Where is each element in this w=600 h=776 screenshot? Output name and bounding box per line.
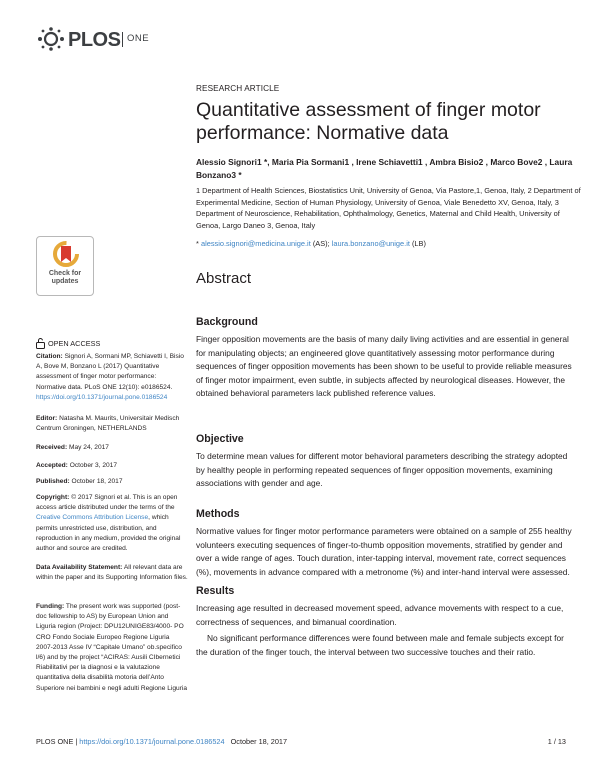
abstract-heading: Abstract — [196, 270, 252, 287]
check-updates-text: Check for updates — [48, 270, 82, 285]
funding-text: The present work was supported (post-doc fellowship to AS) by European Union and Liguria region (Project: DPU12UNIGE83/4000- PO CRO Fondo Sociale Europeo Regione Liguria 2007-2013 Asse IV “Capitale Umano” ob.specifico l/6) and by the project “ACIRAS: Ausili CIbernetici Riabilitativi per la diagnosi e la valutazione quantitativa della disabilità motoria dell’Anto Superiore nei bambini e negli adulti Regione Liguria — [36, 603, 188, 692]
copyright-text-end: , which permits unrestricted use, distribution, and reproduction in any medium, provided the original author and source are credited. — [36, 514, 181, 553]
author-list: Alessio Signori1 *, Maria Pia Sormani1 , Irene Schiavetti1 , Ambra Bisio2 , Marco Bove2 , Laura Bonzano3 * — [196, 157, 573, 180]
received-date: May 24, 2017 — [69, 444, 109, 451]
bookmark-ring-icon — [53, 241, 79, 269]
methods-heading: Methods — [196, 508, 240, 520]
page-footer — [36, 737, 566, 746]
received-label: Received: — [36, 444, 68, 451]
footer-journal: PLOS ONE — [36, 737, 74, 746]
citation-text: Signori A, Sormani MP, Schiavetti I, Bisio A, Bove M, Bonzano L (2017) Quantitative assessment of finger motor performance: Normative data. PLoS ONE 12(10): e0186524. — [36, 353, 184, 391]
editor-label: Editor: — [36, 415, 58, 422]
citation-label: Citation: — [36, 353, 63, 360]
citation-block — [36, 352, 188, 403]
copyright-label: Copyright: — [36, 494, 70, 501]
accepted-label: Accepted: — [36, 462, 68, 469]
open-access — [36, 338, 100, 349]
logo-divider — [122, 32, 123, 47]
footer-separator: | — [75, 737, 78, 746]
funding-block — [36, 602, 188, 694]
footer-doi-link[interactable]: https://doi.org/10.1371/journal.pone.0186524 — [79, 737, 225, 746]
plos-one-logo — [36, 26, 150, 52]
accepted-block — [36, 461, 188, 471]
article-title: Quantitative assessment of finger motor performance: Normative data — [196, 99, 541, 144]
copyright-text: © 2017 Signori et al. This is an open access article distributed under the terms of the — [36, 494, 178, 512]
accepted-date: October 3, 2017 — [69, 462, 118, 469]
corresponding-authors — [196, 239, 586, 248]
data-availability-text: All relevant data are within the paper and its Supporting Information files. — [36, 564, 188, 582]
corr-email-1[interactable]: alessio.signori@medicina.unige.it — [200, 239, 311, 248]
footer-date: October 18, 2017 — [230, 737, 288, 746]
open-access-label: OPEN ACCESS — [48, 339, 101, 348]
corr-email-2[interactable]: laura.bonzano@unige.it — [331, 239, 410, 248]
copyright-block — [36, 493, 188, 554]
received-block — [36, 443, 188, 453]
objective-heading: Objective — [196, 433, 244, 445]
license-link[interactable]: Creative Commons Attribution License — [36, 514, 149, 522]
corr-initials-1: (AS); — [312, 239, 330, 248]
affiliations: 1 Department of Health Sciences, Biostatistics Unit, University of Genoa, Via Pastore,1, Genoa, Italy, 2 Department of Experimental Medicine, Section of Human Physiology, University of Genoa, Viale Benedetto XV, Genoa, Italy, 3 Department of Neuroscience, Rehabilitation, Ophthalmology, Genetics, Maternal and Child Health, University of Genoa, Largo Daneo 3, Genoa, Italy — [196, 186, 581, 230]
results-text-1: Increasing age resulted in decreased movement speed, advance movements with respect to a cue, correctness of sequences, and bimanual coordination. — [196, 603, 564, 627]
plos-dots-icon — [36, 26, 66, 52]
editor-text: Natasha M. Maurits, Universitair Medisch Centrum Groningen, NETHERLANDS — [36, 415, 180, 433]
data-availability-label: Data Availability Statement: — [36, 564, 123, 571]
objective-text: To determine mean values for different motor behavioral parameters describing the strategy adopted by healthy people in performing repeated sequences of finger opposition movements, examining associations with gender and age. — [196, 451, 568, 489]
editor-block — [36, 414, 188, 434]
background-heading: Background — [196, 316, 258, 328]
results-text-2: No significant performance differences were found between male and female subjects except for the duration of the finger touch, the interval between two successive touches and their ratio. — [196, 633, 564, 657]
published-block — [36, 477, 188, 487]
corr-initials-2: (LB) — [411, 239, 426, 248]
results-heading: Results — [196, 585, 235, 597]
open-lock-icon — [36, 338, 45, 349]
journal-name: ONE — [127, 33, 150, 44]
methods-text: Normative values for finger motor performance parameters were obtained on a sample of 255 healthy volunteers executing sequences of finger-to-thumb opposition movements, stratified by gender and over a wide range of ages. Touch duration, inter-tapping interval, movement rate, correct sequences (%), movements in advance compared with a metronome (%) and inter-hand interval were assessed. — [196, 526, 572, 577]
data-availability-block — [36, 563, 188, 583]
article-type: RESEARCH ARTICLE — [196, 84, 280, 93]
published-date: October 18, 2017 — [71, 478, 123, 485]
funding-label: Funding: — [36, 603, 65, 610]
logo-text: PLOS — [68, 29, 121, 51]
page-number: 1 / 13 — [547, 737, 566, 746]
published-label: Published: — [36, 478, 70, 485]
citation-doi-link[interactable]: https://doi.org/10.1371/journal.pone.0186524 — [36, 393, 168, 401]
corr-marker: * — [196, 239, 199, 248]
background-text: Finger opposition movements are the basis of many daily living activities and are essential in general for manipulating objects; an engineered glove quantitatively assessing motor performance during sequences of finger opposition movements has been shown to be useful to provide reliable measures of finger motor impairment, even subtle, in subjects affected by neurological diseases. However, the obtained behavioral parameters lack published reference values. — [196, 334, 572, 399]
check-for-updates-badge[interactable] — [36, 236, 94, 296]
